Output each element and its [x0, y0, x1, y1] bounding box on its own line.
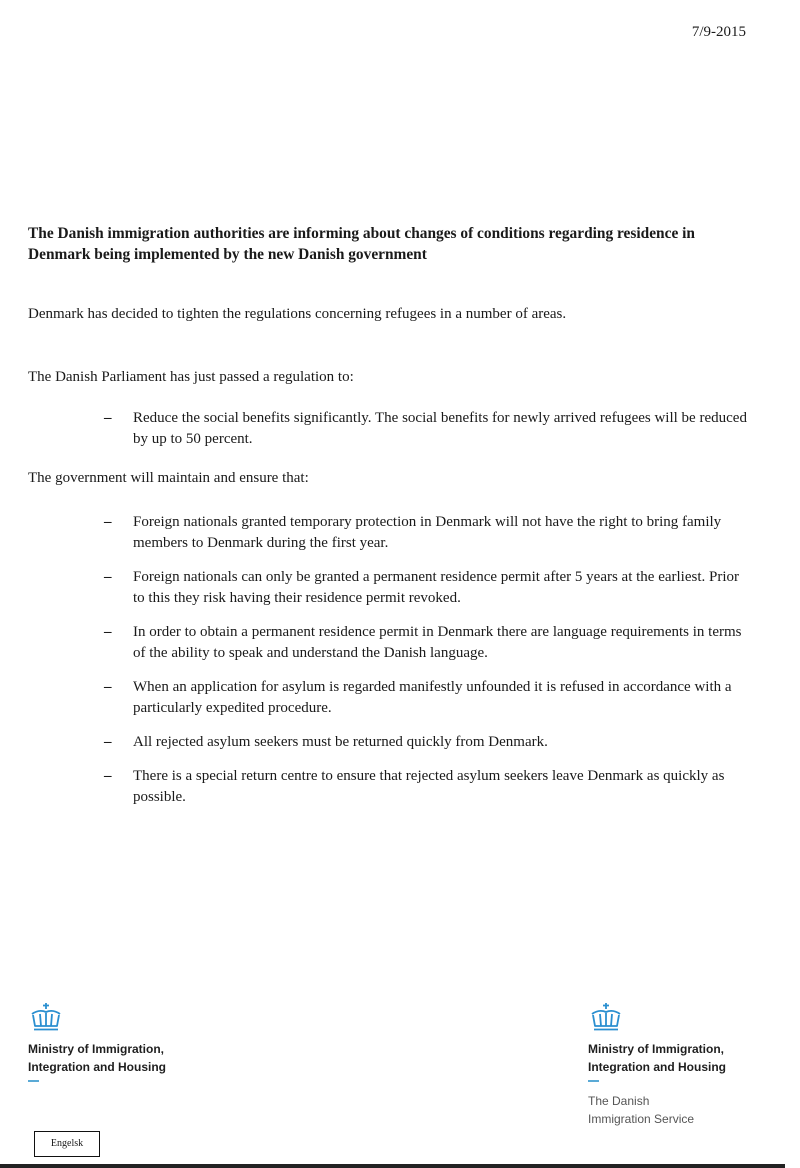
ministry-logo-right [588, 1002, 726, 1128]
list-item [104, 622, 754, 664]
list-item-text: Foreign nationals can only be granted a permanent residence permit after 5 years at the earliest. Prior to this they risk having their residence permit revoked. [133, 569, 740, 606]
parliament-list [104, 408, 754, 450]
ministry-name-line2: Integration and Housing [28, 1060, 166, 1074]
government-heading: The government will maintain and ensure that: [28, 470, 309, 486]
bullet-dash: – [104, 679, 112, 695]
intro-paragraph: Denmark has decided to tighten the regulations concerning refugees in a number of areas. [28, 306, 567, 322]
government-list [104, 512, 754, 808]
service-name-line1: The Danish [588, 1094, 650, 1108]
accent-rule [588, 1080, 599, 1082]
document-title: The Danish immigration authorities are informing about changes of conditions regarding residence in Denmark being implemented by the new Danish government [28, 225, 695, 263]
list-item-text: There is a special return centre to ensure that rejected asylum seekers leave Denmark as quickly as possible. [133, 768, 725, 805]
ministry-logo-left [28, 1002, 166, 1082]
date: 7/9-2015 [691, 24, 746, 40]
bullet-dash: – [104, 514, 112, 530]
service-name-line2: Immigration Service [588, 1112, 695, 1126]
language-stamp: Engelsk [34, 1131, 100, 1157]
bullet-dash: – [104, 768, 112, 784]
list-item-text: All rejected asylum seekers must be returned quickly from Denmark. [133, 734, 548, 750]
list-item [104, 766, 754, 808]
list-item-text: Reduce the social benefits significantly. The social benefits for newly arrived refugees will be reduced by up to 50 percent. [133, 410, 747, 447]
ministry-name-line1: Ministry of Immigration, [28, 1042, 165, 1056]
list-item-text: When an application for asylum is regarded manifestly unfounded it is refused in accordance with a particularly expedited procedure. [133, 679, 732, 716]
list-item [104, 408, 754, 450]
list-item [104, 512, 754, 554]
page-bottom-border [0, 1164, 785, 1168]
list-item [104, 732, 754, 753]
bullet-dash: – [104, 410, 112, 426]
accent-rule [28, 1080, 39, 1082]
crown-icon [28, 1002, 64, 1032]
list-item-text: In order to obtain a permanent residence permit in Denmark there are language requirements in terms of the ability to speak and understand the Danish language. [133, 624, 742, 661]
bullet-dash: – [104, 624, 112, 640]
list-item [104, 677, 754, 719]
crown-icon [588, 1002, 624, 1032]
list-item-text: Foreign nationals granted temporary protection in Denmark will not have the right to bring family members to Denmark during the first year. [133, 514, 722, 551]
ministry-name-line1: Ministry of Immigration, [588, 1042, 725, 1056]
parliament-heading: The Danish Parliament has just passed a regulation to: [28, 369, 354, 385]
list-item [104, 567, 754, 609]
bullet-dash: – [104, 569, 112, 585]
bullet-dash: – [104, 734, 112, 750]
ministry-name-line2: Integration and Housing [588, 1060, 726, 1074]
